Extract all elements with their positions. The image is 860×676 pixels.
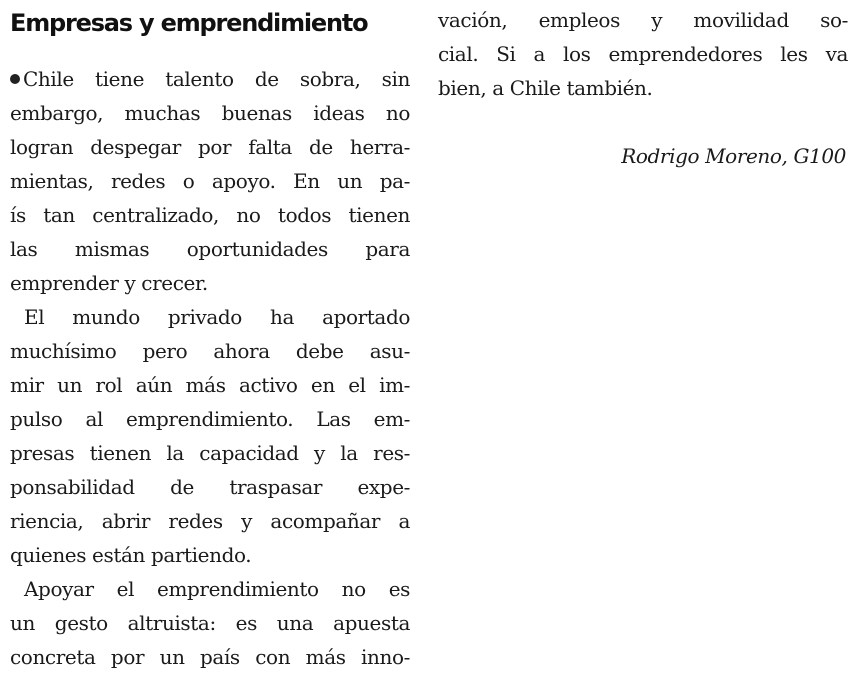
text-line: muchísimo pero ahora debe asu- <box>10 339 410 363</box>
author-signature: Rodrigo Moreno, G100 <box>621 144 846 168</box>
text-line: las mismas oportunidades para <box>10 237 410 261</box>
text-line: vación, empleos y movilidad so- <box>438 8 848 32</box>
text-line: Chile tiene talento de sobra, sin <box>10 62 410 96</box>
text-line: riencia, abrir redes y acompañar a <box>10 509 410 533</box>
text-line: Apoyar el emprendimiento no es <box>24 577 410 601</box>
text-line: mir un rol aún más activo en el im- <box>10 373 410 397</box>
text-line: presas tienen la capacidad y la res- <box>10 441 410 465</box>
text-line: embargo, muchas buenas ideas no <box>10 101 410 125</box>
text-line: concreta por un país con más inno- <box>10 645 410 669</box>
right-column <box>438 0 848 105</box>
article-headline: Empresas y emprendimiento <box>10 9 368 37</box>
text-line: ponsabilidad de traspasar expe- <box>10 475 410 499</box>
right-column-text <box>438 3 848 105</box>
text-line: cial. Si a los emprendedores les va <box>438 42 848 66</box>
text-line: logran despegar por falta de herra- <box>10 135 410 159</box>
bullet-icon <box>10 74 20 84</box>
left-column <box>10 0 410 674</box>
text-line: un gesto altruista: es una apuesta <box>10 611 410 635</box>
text-line: mientas, redes o apoyo. En un pa- <box>10 169 410 193</box>
text-line: El mundo privado ha aportado <box>24 305 410 329</box>
text-line: quienes están partiendo. <box>10 543 252 567</box>
text-line: bien, a Chile también. <box>438 76 653 100</box>
text-line: emprender y crecer. <box>10 271 208 295</box>
text-line: ís tan centralizado, no todos tienen <box>10 203 410 227</box>
left-column-text <box>10 62 410 674</box>
text-line: pulso al emprendimiento. Las em- <box>10 407 410 431</box>
